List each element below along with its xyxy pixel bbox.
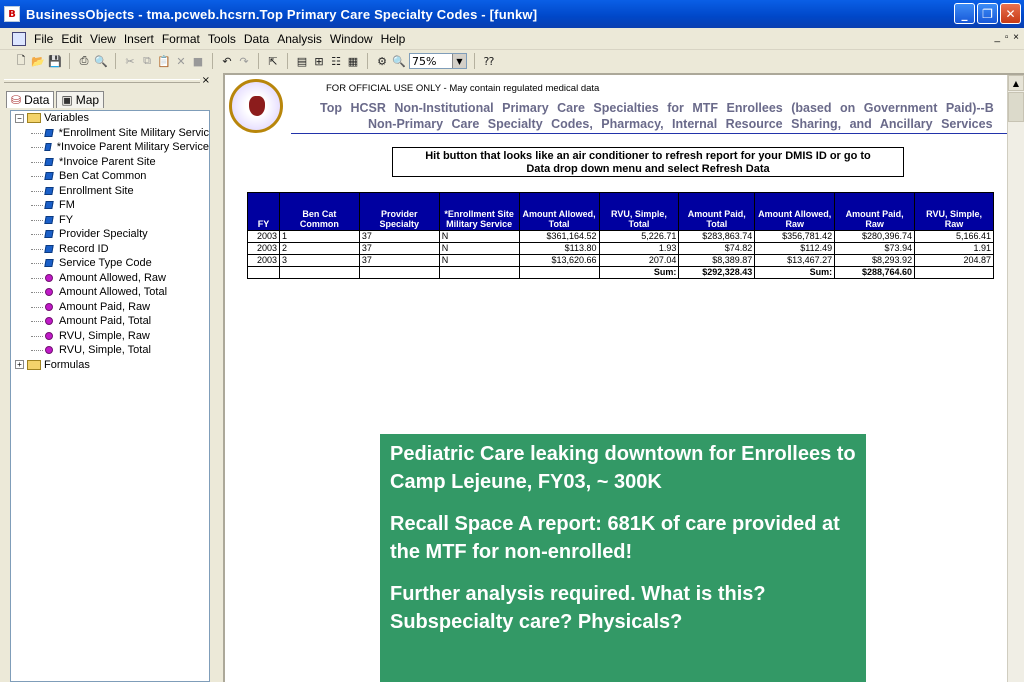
folder-icon: [27, 113, 41, 123]
column-header[interactable]: Provider Specialty: [359, 193, 439, 231]
report-title-line2: Non-Primary Care Specialty Codes, Pharmacy, Internal Resource Sharing, and Ancillary Services: [368, 117, 993, 131]
tree-item[interactable]: [11, 329, 209, 344]
table-body: [248, 231, 994, 279]
panel-tabs: [6, 91, 104, 108]
table-cell: $361,164.52: [519, 231, 599, 243]
maximize-icon[interactable]: ❐: [977, 3, 998, 24]
crosstab-icon[interactable]: ▦: [347, 54, 359, 68]
column-header[interactable]: Amount Paid, Raw: [835, 193, 915, 231]
table-cell: $356,781.42: [755, 231, 835, 243]
tree-item[interactable]: [11, 271, 209, 286]
undo-icon[interactable]: ↶: [222, 54, 232, 68]
table-row[interactable]: [248, 231, 994, 243]
menu-bar: [0, 28, 1024, 50]
table-cell: 3: [279, 255, 359, 267]
menu-edit[interactable]: Edit: [61, 31, 83, 46]
table-cell: $8,293.92: [835, 255, 915, 267]
sum-cell: [915, 267, 994, 279]
tree-item-label: Service Type Code: [59, 257, 152, 270]
tree-item[interactable]: [11, 198, 209, 213]
tree-items: [11, 126, 209, 358]
table-cell: 37: [359, 243, 439, 255]
tree-item[interactable]: [11, 343, 209, 358]
refresh-data-icon[interactable]: ⚙: [377, 54, 387, 68]
title-divider: [291, 133, 1009, 134]
tree-connector: [31, 278, 43, 279]
tree-connector: [31, 220, 43, 221]
toolbar-separator: [287, 53, 288, 69]
table-cell: $74.82: [679, 243, 755, 255]
tree-item-label: RVU, Simple, Raw: [59, 329, 150, 342]
measure-icon: [45, 303, 53, 311]
tree-node-label: Formulas: [44, 358, 90, 371]
tab-map-label: Map: [75, 93, 100, 107]
report-manager-icon[interactable]: ▤: [296, 54, 308, 68]
window-title: BusinessObjects - tma.pcweb.hcsrn.Top Primary Care Specialty Codes - [funkw]: [26, 6, 538, 22]
mdi-window-controls[interactable]: _ ▫ ×: [994, 32, 1020, 43]
sum-cell: [439, 267, 519, 279]
table-cell: 204.87: [915, 255, 994, 267]
toolbar-separator: [474, 53, 475, 69]
menu-help[interactable]: Help: [380, 31, 406, 46]
table-cell: N: [439, 243, 519, 255]
tree-connector: [31, 336, 43, 337]
tree-connector: [31, 147, 43, 148]
tree-connector: [31, 162, 43, 163]
tree-item-label: Amount Allowed, Raw: [59, 271, 166, 284]
measure-icon: [45, 332, 53, 340]
table-row[interactable]: [248, 255, 994, 267]
sum-cell: $292,328.43: [679, 267, 755, 279]
table-cell: $13,467.27: [755, 255, 835, 267]
tab-data[interactable]: [6, 91, 54, 108]
sum-cell: Sum:: [599, 267, 679, 279]
table-cell: N: [439, 231, 519, 243]
table-header-row: [248, 193, 994, 231]
title-bar: [0, 0, 1024, 28]
tree-connector: [31, 176, 43, 177]
tree-item[interactable]: [11, 256, 209, 271]
new-document-icon[interactable]: 🗋: [16, 53, 26, 67]
data-icon: ⛁: [11, 93, 22, 107]
tree-connector: [31, 205, 43, 206]
tree-item[interactable]: [11, 213, 209, 228]
refresh-instructions-line1: Hit button that looks like an air conditioner to refresh report for your DMIS ID or go to: [425, 150, 871, 162]
table-cell: 37: [359, 255, 439, 267]
callout-paragraph-3: Further analysis required. What is this? Subspecialty care? Physicals?: [390, 583, 766, 633]
print-preview-icon[interactable]: 🔍: [94, 54, 108, 68]
tree-item-label: Enrollment Site: [59, 184, 134, 197]
tree-item[interactable]: [11, 227, 209, 242]
dimension-icon: [44, 172, 53, 180]
sum-cell: [359, 267, 439, 279]
column-header[interactable]: *Enrollment Site Military Service: [439, 193, 519, 231]
tree-item-label: Amount Allowed, Total: [59, 286, 168, 299]
tree-connector: [31, 263, 43, 264]
column-header[interactable]: Amount Allowed, Raw: [755, 193, 835, 231]
measure-icon: [45, 274, 53, 282]
toolbar-separator: [258, 53, 259, 69]
zoom-icon[interactable]: 🔍: [392, 54, 406, 68]
tree-item[interactable]: [11, 300, 209, 315]
report-title-line1: Top HCSR Non-Institutional Primary Care Specialties for MTF Enrollees (based on Government Paid)--B: [320, 101, 994, 115]
table-cell: $73.94: [835, 243, 915, 255]
tree-node-variables[interactable]: [11, 111, 209, 126]
table-cell: $283,863.74: [679, 231, 755, 243]
help-pointer-icon[interactable]: ⁇: [483, 54, 495, 68]
sum-cell: [279, 267, 359, 279]
scroll-thumb[interactable]: [1008, 92, 1024, 122]
clear-icon[interactable]: ■: [192, 54, 204, 68]
folder-icon: [27, 360, 41, 370]
callout-paragraph-2: Recall Space A report: 681K of care provided at the MTF for non-enrolled!: [390, 513, 840, 563]
copy-icon[interactable]: ⧉: [143, 54, 151, 67]
organization-seal-logo: [229, 79, 283, 133]
dimension-icon: [44, 201, 53, 209]
redo-icon[interactable]: ↷: [239, 54, 249, 68]
column-header[interactable]: FY: [248, 193, 280, 231]
table-cell: $113.80: [519, 243, 599, 255]
dimension-icon: [44, 187, 53, 195]
tree-item[interactable]: [11, 242, 209, 257]
sum-cell: Sum:: [755, 267, 835, 279]
table-cell: 1: [279, 231, 359, 243]
column-header[interactable]: RVU, Simple, Total: [599, 193, 679, 231]
table-cell: 5,226.71: [599, 231, 679, 243]
vertical-scrollbar[interactable]: [1007, 75, 1024, 682]
print-icon[interactable]: ⎙: [79, 54, 89, 67]
minimize-icon[interactable]: _: [954, 3, 975, 24]
app-icon[interactable]: B: [4, 6, 20, 22]
expand-icon[interactable]: +: [15, 360, 24, 369]
table-row[interactable]: [248, 243, 994, 255]
dimension-icon: [44, 216, 53, 224]
paste-icon[interactable]: 📋: [157, 54, 171, 68]
tree-connector: [31, 307, 43, 308]
table-cell: $8,389.87: [679, 255, 755, 267]
tree-item[interactable]: [11, 314, 209, 329]
tree-connector: [31, 350, 43, 351]
table-cell: 37: [359, 231, 439, 243]
table-cell: $280,396.74: [835, 231, 915, 243]
window-controls: [954, 3, 1021, 24]
table-cell: N: [439, 255, 519, 267]
menu-window[interactable]: Window: [329, 31, 373, 46]
tree-item-label: Ben Cat Common: [59, 170, 147, 183]
table-cell: 2003: [248, 243, 280, 255]
table-cell: 2003: [248, 255, 280, 267]
table-cell: 1.91: [915, 243, 994, 255]
tree-item-label: Provider Specialty: [59, 228, 148, 241]
zoom-select[interactable]: [409, 53, 467, 69]
tree-connector: [31, 321, 43, 322]
tree-connector: [31, 133, 43, 134]
measure-icon: [45, 288, 53, 296]
table-cell: $112.49: [755, 243, 835, 255]
delete-icon[interactable]: ✕: [176, 54, 186, 68]
tab-data-label: Data: [24, 93, 50, 107]
tree-item[interactable]: [11, 140, 209, 155]
toolbar-separator: [212, 53, 213, 69]
table-cell: $13,620.66: [519, 255, 599, 267]
scroll-up-icon[interactable]: ▲: [1008, 75, 1024, 91]
sum-cell: [519, 267, 599, 279]
dimension-icon: [44, 245, 53, 253]
sum-row[interactable]: [248, 267, 994, 279]
map-icon: ▣: [61, 93, 73, 107]
menu-view[interactable]: View: [90, 31, 116, 46]
tree-item-label: Record ID: [59, 242, 109, 255]
annotation-callout: [380, 434, 866, 682]
table-cell: 2003: [248, 231, 280, 243]
dimension-icon: [44, 230, 53, 238]
sum-cell: [248, 267, 280, 279]
dimension-icon: [44, 158, 53, 166]
official-use-notice: FOR OFFICIAL USE ONLY - May contain regulated medical data: [326, 83, 600, 94]
tree-item-label: *Invoice Parent Military Service: [56, 141, 209, 154]
cut-icon[interactable]: ✂: [125, 54, 135, 68]
standard-toolbar: [0, 51, 1024, 71]
toolbar-separator: [69, 53, 70, 69]
tree-item[interactable]: [11, 184, 209, 199]
menu-file[interactable]: File: [34, 31, 54, 46]
tree-item-label: *Invoice Parent Site: [59, 155, 156, 168]
panel-grip[interactable]: [4, 79, 200, 83]
refresh-instructions: [392, 147, 904, 177]
table-cell: 2: [279, 243, 359, 255]
column-header[interactable]: RVU, Simple, Raw: [915, 193, 994, 231]
close-icon[interactable]: ×: [201, 75, 210, 86]
report-table[interactable]: [247, 192, 994, 279]
sum-cell: $288,764.60: [835, 267, 915, 279]
column-header[interactable]: Amount Allowed, Total: [519, 193, 599, 231]
close-icon[interactable]: ✕: [1000, 3, 1021, 24]
dimension-icon: [44, 259, 53, 267]
chevron-down-icon[interactable]: ▼: [452, 54, 466, 68]
measure-icon: [45, 317, 53, 325]
tree-item-label: FY: [59, 213, 74, 226]
menu-data[interactable]: Data: [243, 31, 270, 46]
tree-connector: [31, 292, 43, 293]
tree-connector: [31, 191, 43, 192]
tree-connector: [31, 249, 43, 250]
tree-item-label: Amount Paid, Total: [59, 315, 152, 328]
table-cell: 1.93: [599, 243, 679, 255]
tree-item[interactable]: [11, 126, 209, 141]
collapse-icon[interactable]: −: [15, 114, 24, 123]
select-pointer-icon[interactable]: ⇱: [268, 54, 278, 68]
tree-item-label: RVU, Simple, Total: [59, 344, 151, 357]
open-folder-icon[interactable]: 📂: [31, 54, 45, 68]
toolbar-separator: [367, 53, 368, 69]
dimension-icon: [44, 129, 53, 137]
zoom-value: 75%: [412, 54, 437, 68]
tree-item-label: Amount Paid, Raw: [59, 300, 151, 313]
tree-item[interactable]: [11, 169, 209, 184]
dimension-icon: [44, 143, 51, 151]
menu-tools[interactable]: Tools: [207, 31, 236, 46]
menu-format[interactable]: Format: [161, 31, 200, 46]
data-manager-panel: [0, 73, 220, 682]
table-cell: 5,166.41: [915, 231, 994, 243]
variables-tree[interactable]: [10, 110, 210, 682]
tree-item[interactable]: [11, 155, 209, 170]
toolbar-separator: [115, 53, 116, 69]
tree-item-label: *Enrollment Site Military Servic: [58, 126, 209, 139]
slice-and-dice-icon[interactable]: ⊞: [314, 54, 324, 68]
column-header[interactable]: Ben Cat Common: [279, 193, 359, 231]
tree-item-label: FM: [59, 199, 75, 212]
document-icon[interactable]: [12, 32, 26, 46]
tab-map[interactable]: [56, 91, 104, 108]
tree-node-label: Variables: [44, 112, 90, 125]
refresh-instructions-line2: Data drop down menu and select Refresh Data: [526, 163, 770, 175]
menu-insert[interactable]: Insert: [123, 31, 154, 46]
callout-paragraph-1: Pediatric Care leaking downtown for Enrollees to Camp Lejeune, FY03, ~ 300K: [390, 443, 856, 493]
measure-icon: [45, 346, 53, 354]
save-icon[interactable]: 💾: [48, 54, 62, 68]
tree-item[interactable]: [11, 285, 209, 300]
table-icon[interactable]: ☷: [331, 54, 341, 68]
tree-node-formulas[interactable]: [11, 358, 209, 373]
tree-connector: [31, 234, 43, 235]
column-header[interactable]: Amount Paid, Total: [679, 193, 755, 231]
table-cell: 207.04: [599, 255, 679, 267]
menu-analysis[interactable]: Analysis: [277, 31, 322, 46]
